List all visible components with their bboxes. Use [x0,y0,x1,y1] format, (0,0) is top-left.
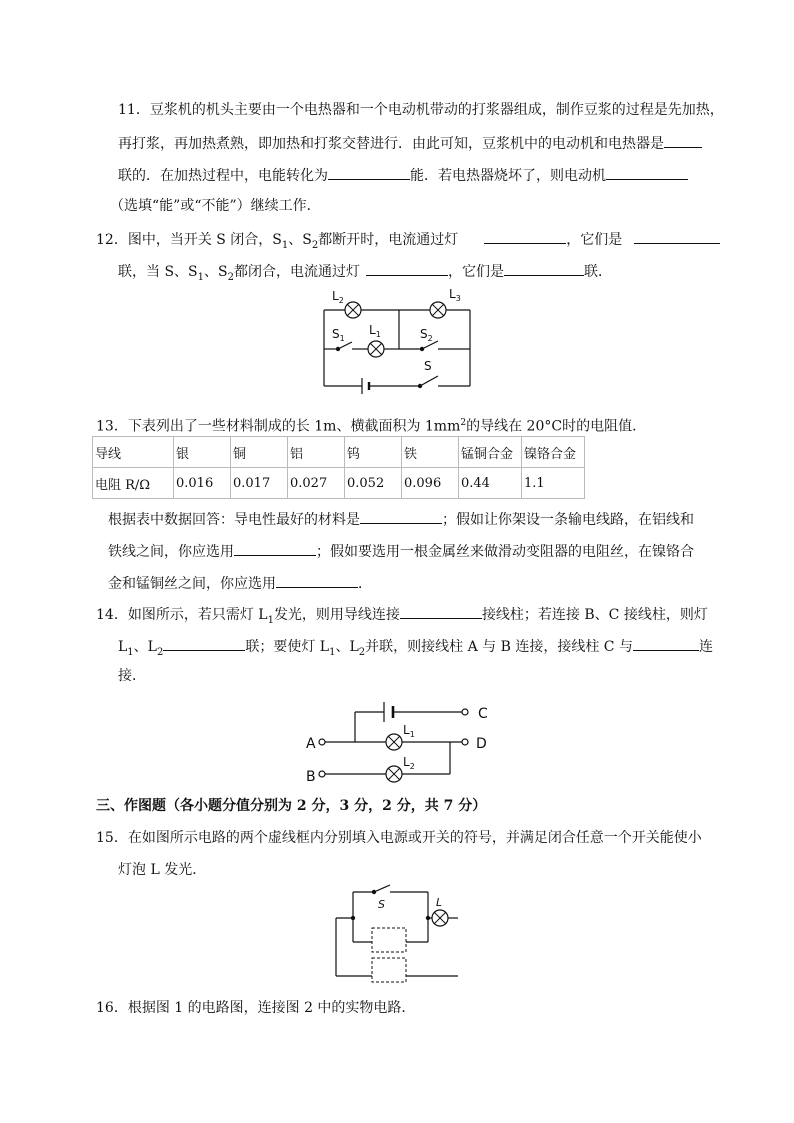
q12-line1 [96,229,720,255]
q13-line2 [108,509,694,529]
label-l1: $L_1$ [369,323,381,339]
label-l2: $L_2$ [403,755,415,771]
label-d: D [476,736,487,752]
subscript: 2 [227,271,234,283]
section-title-text: 三、作图题（各小题分值分别为 2 分，3 分，2 分，共 7 分） [96,798,487,814]
table-header-row [93,437,585,468]
q13-text: 根据表中数据回答：导电性最好的材料是 [108,512,360,528]
dashed-box-upper [372,928,406,952]
q16-line1 [96,999,415,1017]
table-cell: 0.096 [402,468,459,499]
table-cell: 0.027 [288,468,345,499]
answer-blank[interactable] [664,133,702,148]
label-c: C [478,706,488,722]
q14-text: 连 [698,639,713,655]
q14-text: 并联，则接线柱 A 与 B 连接，接线柱 C 与 [365,639,633,655]
table-cell: 银 [174,437,231,468]
label-s: S [378,898,385,911]
q11-line2 [118,133,702,153]
q12-text: 、S [204,264,228,280]
q11-text: （选填“能”或“不能”）继续工作． [110,198,321,214]
table-cell: 铝 [288,437,345,468]
q14-text: 接线柱；若连接 B、C 接线柱，则灯 [481,607,708,623]
q11-line1 [118,101,724,119]
table-cell: 0.052 [345,468,402,499]
answer-blank[interactable] [634,229,720,244]
q12-text: 都闭合，电流通过灯 [233,264,360,280]
q14-text: L [118,639,128,655]
q14-line2 [118,636,713,662]
q15-line1 [96,829,702,847]
table-cell: 1.1 [522,468,585,499]
q11-text: 11．豆浆机的机头主要由一个电热器和一个电动机带动的打浆器组成，制作豆浆的过程是先加热， [118,102,724,118]
q12-text: 、S [288,232,312,248]
table-row [93,468,585,499]
table-cell: 铁 [402,437,459,468]
subscript: 2 [358,646,366,658]
q13-text: 金和锰铜丝之间，你应选用 [108,576,276,592]
q14-line1 [96,604,708,630]
table-cell: 0.016 [174,468,231,499]
q14-text: 14．如图所示，若只需灯 L [96,607,268,623]
q15-line2 [118,861,206,879]
answer-blank[interactable] [234,541,316,556]
answer-blank[interactable] [606,165,688,180]
q14-text: 接． [118,668,146,684]
q13-text: ；假如要选用一根金属丝来做滑动变阻器的电阻丝，在镍铬合 [316,544,694,560]
resistance-table [92,436,585,499]
answer-blank[interactable] [328,165,410,180]
q12-line2 [118,261,612,287]
q15-circuit-diagram [330,880,466,984]
subscript: 1 [281,239,289,251]
subscript: 1 [197,271,205,283]
answer-blank[interactable] [400,604,482,619]
subscript: 2 [156,646,164,658]
q13-line4 [108,573,372,593]
q12-text: ，它们是 [447,264,504,280]
table-cell: 镍铬合金 [522,437,585,468]
q12-text: 都断开时，电流通过灯 [318,232,459,248]
terminal-a [319,739,325,745]
label-l: L [436,896,443,909]
q13-text: 铁线之间，你应选用 [108,544,234,560]
label-b: B [306,769,316,785]
q12-circuit-diagram [318,284,478,394]
q13-line1 [96,414,646,436]
q13-text: 13．下表列出了一些材料制成的长 1m、横截面积为 1mm [96,418,461,435]
answer-blank[interactable] [163,636,245,651]
answer-blank[interactable] [633,636,699,651]
q14-line3 [118,667,146,685]
label-l3: $L_3$ [449,287,461,303]
superscript: 2 [460,418,467,428]
q14-text: 、L [133,639,157,655]
q11-text: 联的．在加热过程中，电能转化为 [118,168,328,184]
q11-text: 能．若电热器烧坏了，则电动机 [410,168,606,184]
table-cell: 导线 [93,437,174,468]
q12-text: 联． [583,264,612,280]
terminal-b [319,771,325,777]
table-cell: 钨 [345,437,402,468]
table-cell: 0.44 [459,468,522,499]
q14-text: 发光，则用导线连接 [273,607,400,623]
q11-line3 [118,165,688,185]
q14-text: 联；要使灯 L [245,639,330,655]
label-l1: $L_1$ [403,723,415,739]
subscript: 1 [127,646,134,658]
section-title [96,797,486,815]
label-s: S [424,359,432,373]
q15-text: 15．在如图所示电路的两个虚线框内分别填入电源或开关的符号，并满足闭合任意一个开关能使小 [96,830,702,846]
label-a: A [306,736,316,752]
q16-text: 16．根据图 1 的电路图，连接图 2 中的实物电路． [96,1000,416,1016]
q11-line4 [110,197,321,215]
answer-blank[interactable] [276,573,358,588]
q14-circuit-diagram [300,688,500,788]
answer-blank[interactable] [360,509,442,524]
label-l2: $L_2$ [332,289,344,305]
table-cell: 0.017 [231,468,288,499]
q11-text: 再打浆，再加热煮熟，即加热和打浆交替进行．由此可知，豆浆机中的电动机和电热器是 [118,136,664,152]
dashed-box-lower [372,958,406,982]
answer-blank[interactable] [484,229,566,244]
subscript: 2 [311,239,319,251]
q13-text: ；假如让你架设一条输电线路，在铝线和 [442,512,694,528]
q13-line3 [108,541,694,561]
subscript: 1 [329,646,336,658]
terminal-c [462,709,468,715]
table-cell: 铜 [231,437,288,468]
table-cell: 锰铜合金 [459,437,522,468]
q14-text: 、L [335,639,359,655]
table-cell: 电阻 R/Ω [93,468,174,499]
answer-blank[interactable] [366,261,448,276]
terminal-d [462,739,468,745]
label-s2: $S_2$ [420,327,433,343]
q12-text: 12．图中，当开关 S 闭合，S [96,232,282,248]
answer-blank[interactable] [504,261,584,276]
q12-text: ，它们是 [566,232,623,248]
q13-text: 的导线在 20°C时的电阻值． [466,418,647,435]
label-s1: $S_1$ [332,327,345,343]
q12-text: 联，当 S、S [118,264,198,280]
q13-text: ． [358,576,372,592]
subscript: 1 [267,614,274,626]
q15-text: 灯泡 L 发光． [118,862,207,878]
